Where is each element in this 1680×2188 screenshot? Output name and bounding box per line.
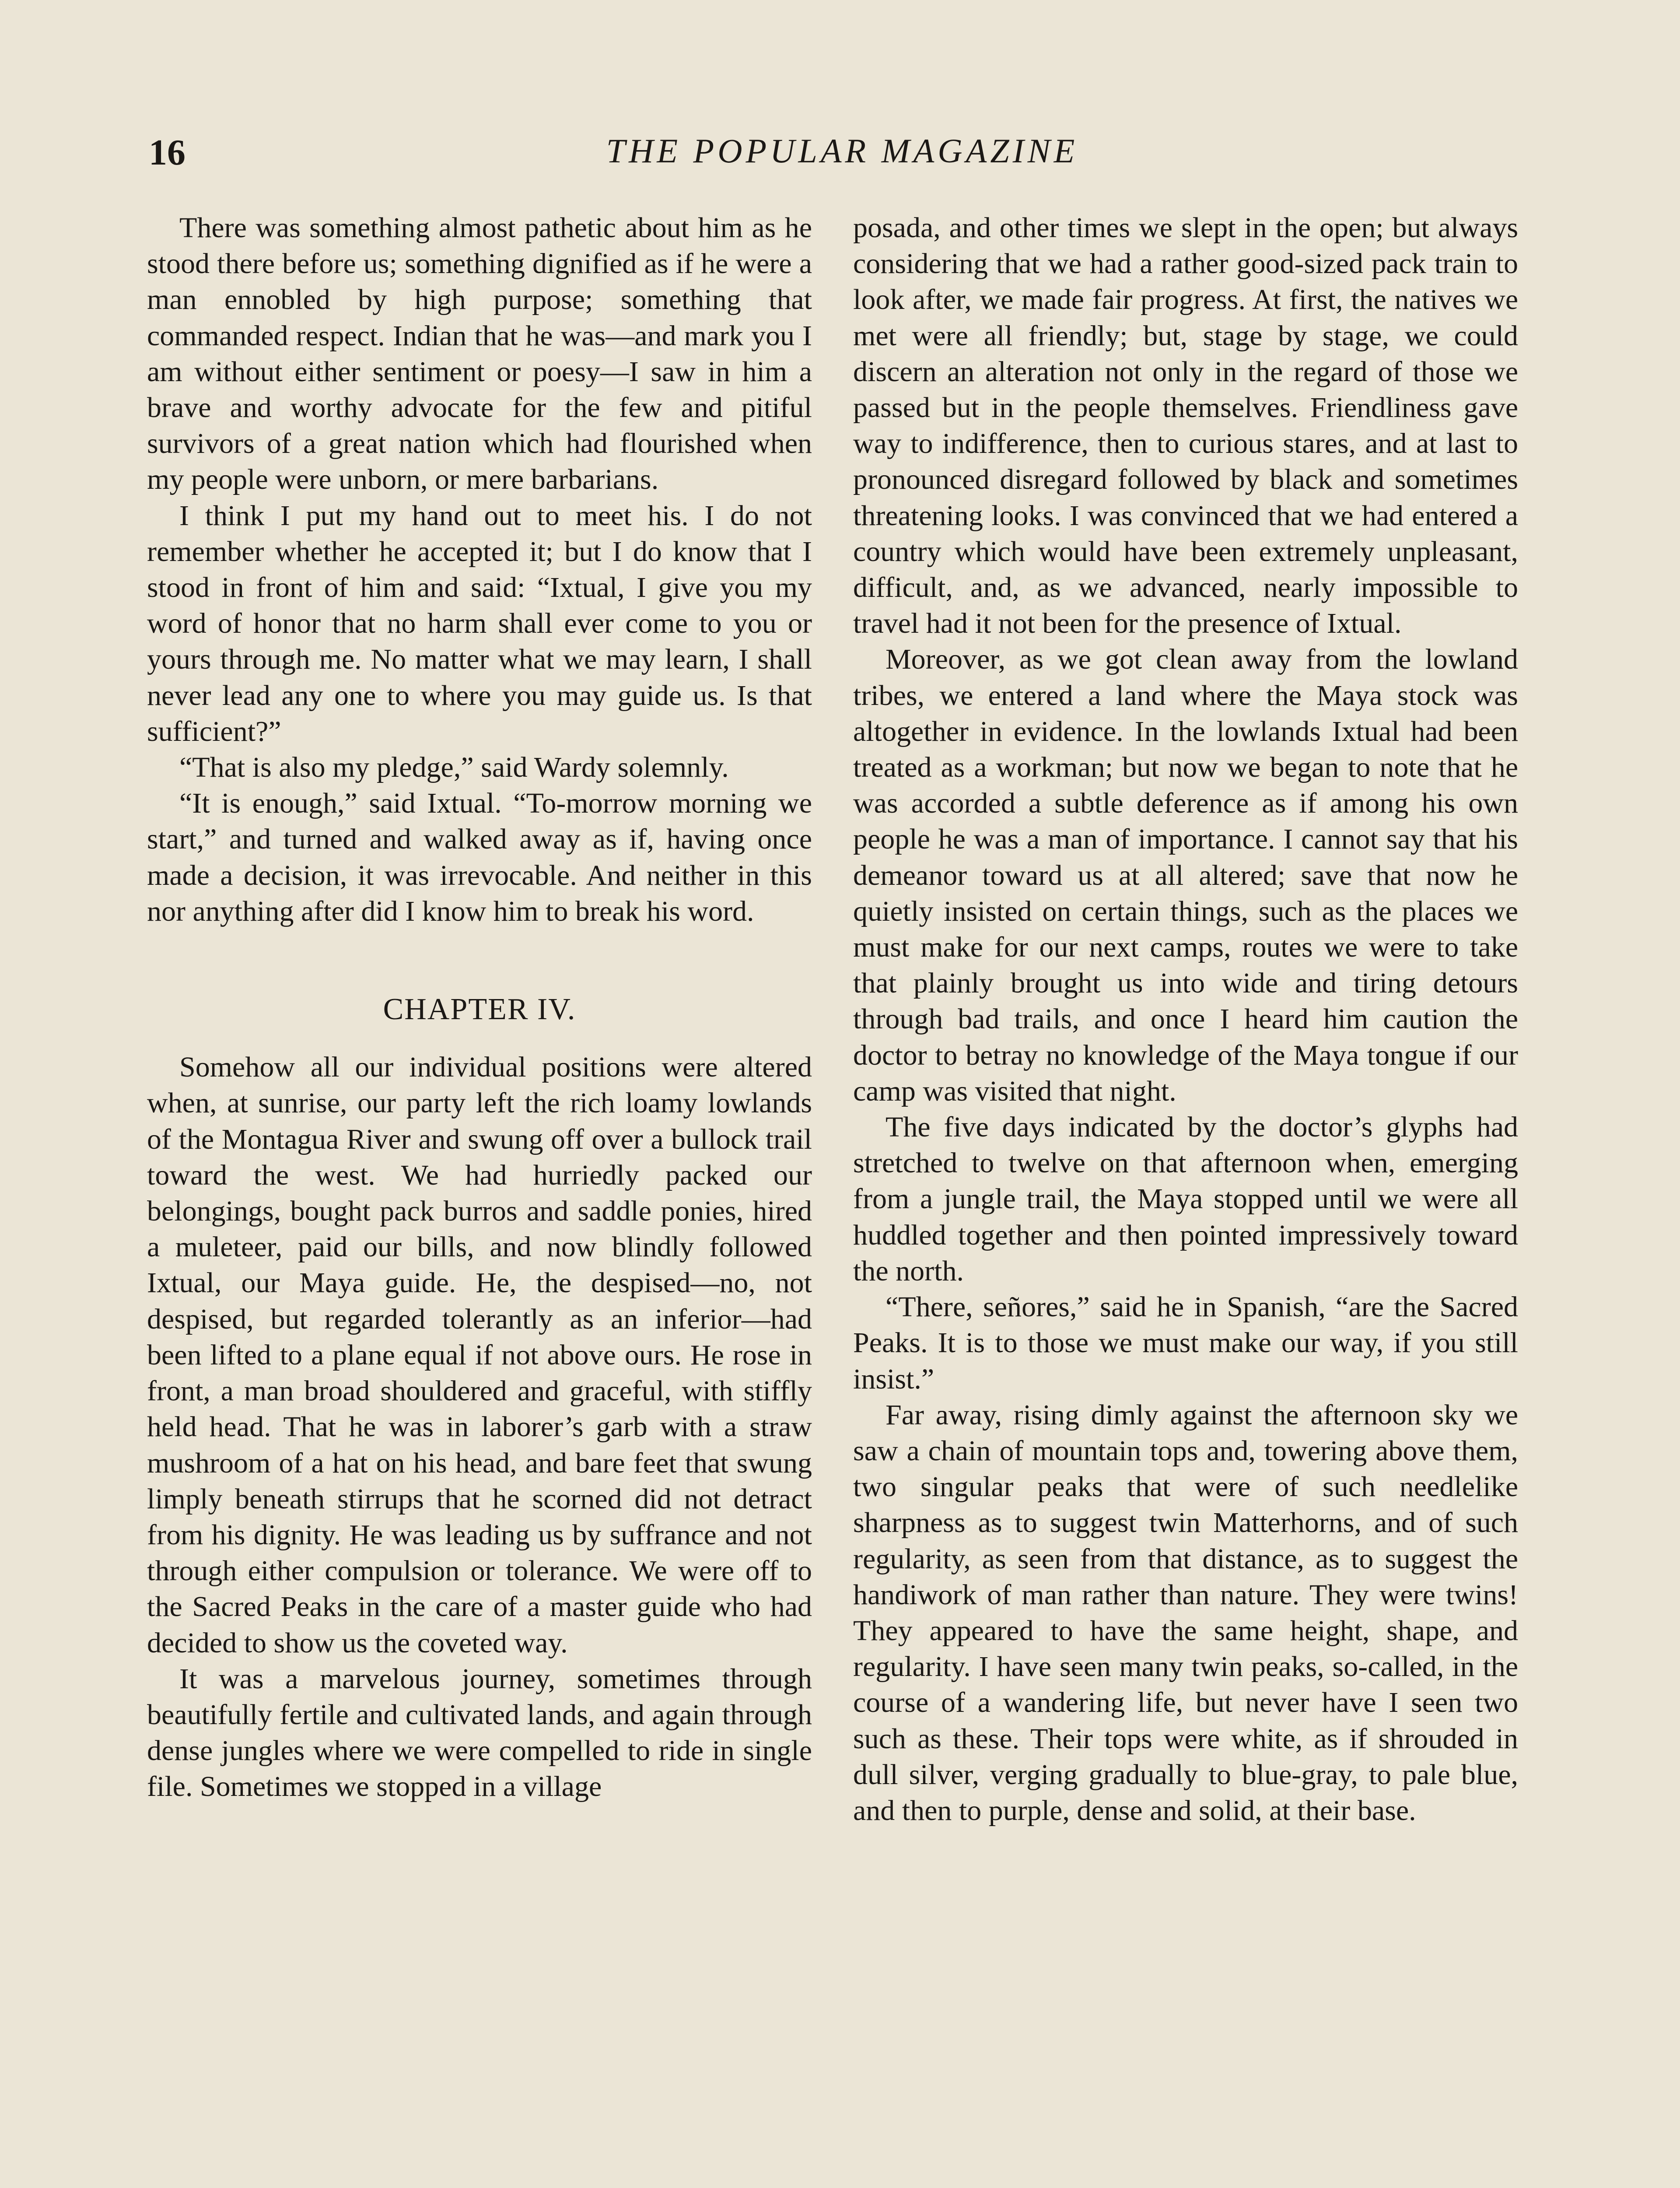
paragraph: Far away, rising dimly against the afternoon sky we saw a chain of mountain tops and, towering above them, two singular peaks that were of such needlelike sharpness as to suggest twin Matterhorns, and of such regularity, as seen from that distance, as to suggest the handiwork of man rather than nature. They were twins! They appeared to have the same height, shape, and regularity. I have seen many twin peaks, so-called, in the course of a wandering life, but never have I seen two such as these. Their tops were white, as if shrouded in dull silver, verging gradually to blue-gray, to pale blue, and then to purple, dense and solid, at their base.: [853, 1399, 1518, 1827]
paragraph: “That is also my pledge,” said Wardy solemnly.: [179, 751, 729, 784]
page-header: [149, 131, 1536, 184]
paragraph: “There, señores,” said he in Spanish, “are the Sacred Peaks. It is to those we must make our way, if you still insist.”: [853, 1291, 1518, 1395]
paragraph: The five days indicated by the doctor’s glyphs had stretched to twelve on that afternoon when, emerging from a jungle trail, the Maya stopped until we were all huddled together and then pointed impressively toward the north.: [853, 1111, 1518, 1287]
paragraph-continued: posada, and other times we slept in the open; but always considering that we had a rather good-sized pack train to look after, we made fair progress. At first, the natives we met were all friendly; but, stage by stage, we could discern an alteration not only in the regard of those we passed but in the people themselves. Friendliness gave way to indifference, then to curious stares, and at last to pronounced disregard followed by black and sometimes threatening looks. I was convinced that we had entered a country which would have been extremely unpleasant, difficult, and, as we advanced, nearly impossible to travel had it not been for the presence of Ixtual.: [853, 212, 1518, 640]
right-column: [853, 210, 1518, 1829]
page-number: 16: [149, 132, 186, 173]
paragraph: I think I put my hand out to meet his. I do not remember whether he accepted it; but I do know that I stood in front of him and said: “Ixtual, I give you my word of honor that no harm shall ever come to you or yours through me. No matter what we may learn, I shall never lead any one to where you may guide us. Is that sufficient?”: [147, 499, 812, 747]
paragraph: It was a marvelous journey, sometimes through beautifully fertile and cultivated lands, and again through dense jungles where we were compelled to ride in single file. Sometimes we stopped in a village: [147, 1662, 812, 1803]
paragraph: There was something almost pathetic about him as he stood there before us; something dignified as if he were a man ennobled by high purpose; something that commanded respect. Indian that he was—and mark you I am without either sentiment or poesy—I saw in him a brave and worthy advocate for the few and pitiful survivors of a great nation which had flourished when my people were unborn, or mere barbarians.: [147, 212, 812, 496]
paragraph: “It is enough,” said Ixtual. “To-morrow morning we start,” and turned and walked away as if, having once made a decision, it was irrevocable. And neither in this nor anything after did I know him to break his word.: [147, 787, 812, 927]
magazine-title: THE POPULAR MAGAZINE: [606, 132, 1078, 170]
paragraph: Somehow all our individual positions were altered when, at sunrise, our party left the rich loamy lowlands of the Montagua River and swung off over a bullock trail toward the west. We had hurriedly packed our belongings, bought pack burros and saddle ponies, hired a muleteer, paid our bills, and now blindly followed Ixtual, our Maya guide. He, the despised—no, not despised, but regarded tolerantly as an inferior—had been lifted to a plane equal if not above ours. He rose in front, a man broad shouldered and graceful, with stiffly held head. That he was in laborer’s garb with a straw mushroom of a hat on his head, and bare feet that swung limply beneath stirrups that he scorned did not detract from his dignity. He was leading us by suffrance and not through either compulsion or tolerance. We were off to the Sacred Peaks in the care of a master guide who had decided to show us the coveted way.: [147, 1051, 812, 1659]
chapter-heading: CHAPTER IV.: [383, 992, 576, 1027]
paragraph: Moreover, as we got clean away from the lowland tribes, we entered a land where the Maya stock was altogether in evidence. In the lowlands Ixtual had been treated as a workman; but now we began to note that he was accorded a subtle deference as if among his own people he was a man of importance. I cannot say that his demeanor toward us at all altered; save that now he quietly insisted on certain things, such as the places we must make for our next camps, routes we were to take that plainly brought us into wide and tiring detours through bad trails, and once I heard him caution the doctor to betray no knowledge of the Maya tongue if our camp was visited that night.: [853, 643, 1518, 1107]
left-column: [147, 210, 812, 1805]
